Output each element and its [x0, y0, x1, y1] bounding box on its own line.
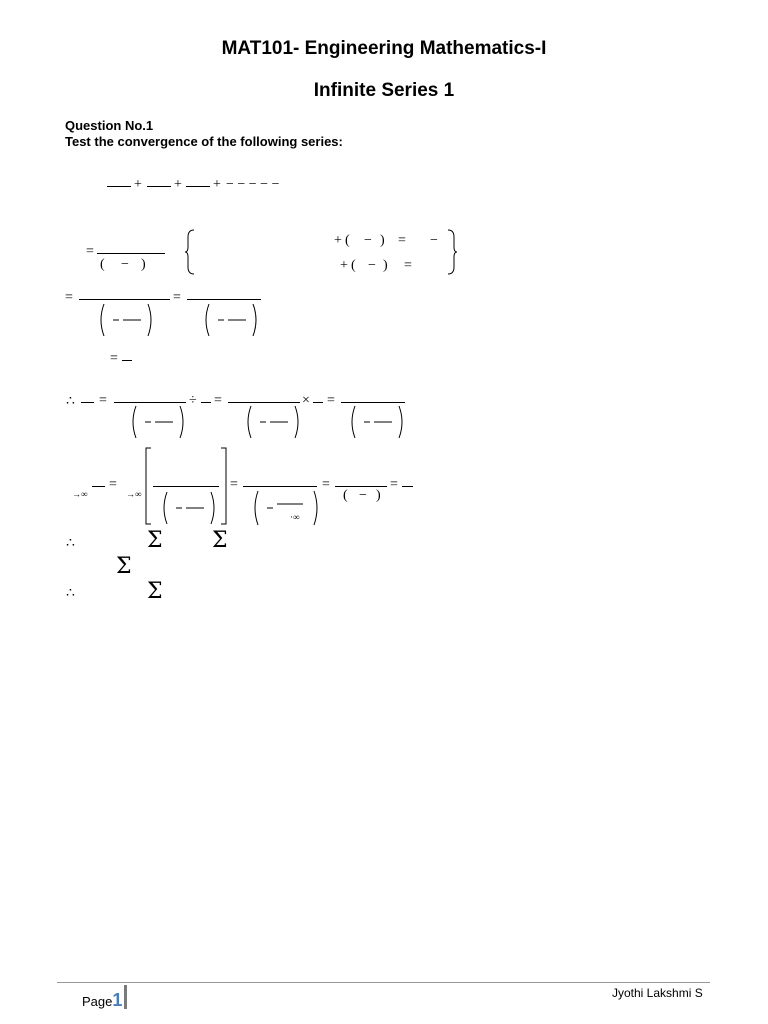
fraction-bar [92, 486, 105, 487]
right-brace-icon [446, 229, 458, 275]
fraction-bar [79, 299, 170, 300]
fraction-bar [186, 186, 210, 187]
math-plus: + [213, 177, 221, 192]
math-equals: = [398, 233, 406, 248]
big-paren-icon [97, 303, 155, 337]
math-times: × [302, 393, 310, 408]
math-minus: − [430, 233, 438, 248]
math-equals: = [327, 393, 335, 408]
fraction-bar [201, 402, 211, 403]
therefore-symbol: ∴ [66, 536, 75, 551]
math-divide: ÷ [189, 393, 197, 408]
math-equals: = [110, 351, 118, 366]
page-divider [124, 985, 127, 1009]
fraction-bar [153, 486, 219, 487]
sigma-symbol: Σ [212, 528, 228, 553]
math-close-paren: ) [380, 233, 385, 248]
limit-subscript: →∞ [72, 489, 88, 499]
sigma-symbol: Σ [147, 579, 163, 604]
math-plus: + [340, 258, 348, 273]
math-open-paren: ( [343, 488, 348, 503]
big-paren-icon [160, 491, 218, 525]
fraction-bar [97, 253, 165, 254]
page-label: Page [82, 994, 113, 1009]
big-paren-icon [129, 405, 187, 439]
math-equals: = [390, 477, 398, 492]
left-brace-icon [184, 229, 196, 275]
fraction-bar [114, 402, 186, 403]
math-equals: = [65, 290, 73, 305]
math-minus: − [359, 488, 367, 503]
fraction-bar [243, 486, 317, 487]
page-number: 1 [112, 990, 123, 1010]
therefore-symbol: ∴ [66, 586, 75, 601]
fraction-bar [122, 360, 132, 361]
math-plus: + [134, 177, 142, 192]
fraction-bar [228, 402, 300, 403]
math-minus: − [368, 258, 376, 273]
sigma-symbol: Σ [116, 554, 132, 579]
page-indicator [82, 990, 122, 1011]
fraction-bar [335, 486, 387, 487]
math-equals: = [109, 477, 117, 492]
footer-rule [57, 982, 710, 983]
math-open-paren: ( [100, 257, 105, 272]
question-number: Question No.1 [65, 118, 154, 133]
fraction-bar [341, 402, 405, 403]
math-equals: = [214, 393, 222, 408]
math-equals: = [86, 244, 94, 259]
fraction-bar [402, 486, 413, 487]
author-name: Jyothi Lakshmi S [612, 986, 703, 1000]
dot-infinity: ·∞ [290, 512, 300, 522]
math-plus: + [174, 177, 182, 192]
math-equals: = [230, 477, 238, 492]
math-close-paren: ) [383, 258, 388, 273]
big-paren-icon [348, 405, 406, 439]
fraction-bar [81, 402, 94, 403]
math-equals: = [173, 290, 181, 305]
big-paren-icon [202, 303, 260, 337]
math-equals: = [322, 477, 330, 492]
limit-subscript: →∞ [126, 489, 142, 499]
question-instruction: Test the convergence of the following series: [65, 134, 343, 149]
math-open-paren: ( [345, 233, 350, 248]
course-title: MAT101- Engineering Mathematics-I [221, 38, 547, 59]
big-paren-icon [251, 490, 321, 526]
topic-title: Infinite Series 1 [313, 80, 455, 101]
therefore-symbol: ∴ [66, 394, 75, 409]
big-paren-icon [244, 405, 302, 439]
math-equals: = [99, 393, 107, 408]
fraction-bar [313, 402, 323, 403]
fraction-bar [187, 299, 261, 300]
math-minus: − [121, 257, 129, 272]
math-minus: − [364, 233, 372, 248]
fraction-bar [107, 186, 131, 187]
math-continuation: − − − − − [226, 177, 280, 192]
sigma-symbol: Σ [147, 528, 163, 553]
math-close-paren: ) [376, 488, 381, 503]
math-equals: = [404, 258, 412, 273]
fraction-bar [147, 186, 171, 187]
math-open-paren: ( [351, 258, 356, 273]
math-plus: + [334, 233, 342, 248]
math-close-paren: ) [141, 257, 146, 272]
